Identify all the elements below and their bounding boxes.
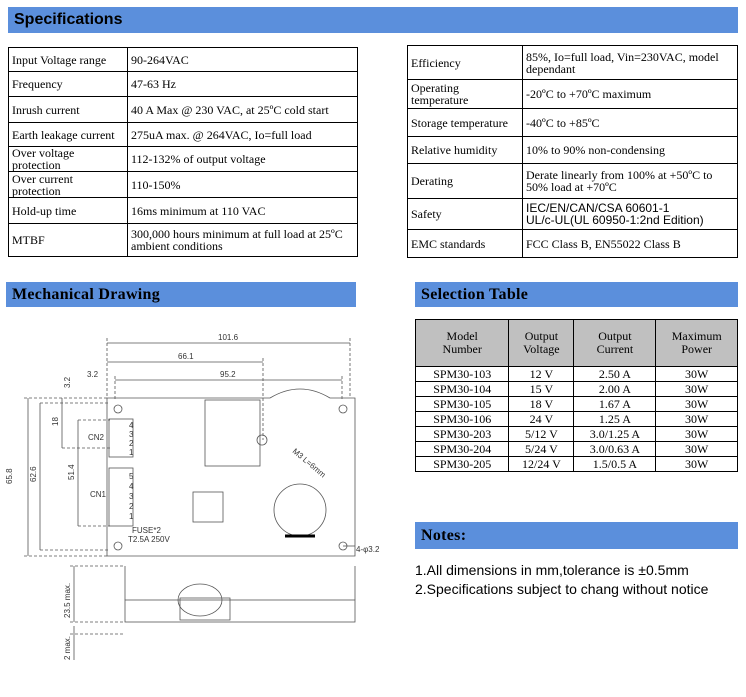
selection-heading (415, 282, 738, 307)
spec-row (408, 230, 738, 258)
specifications-heading (8, 7, 738, 33)
spec-row (408, 199, 738, 230)
table-cell: 2.50 A (574, 367, 656, 382)
spec-value: -40ºC to +85ºC (523, 109, 738, 137)
header-line: Voltage (523, 342, 560, 356)
table-cell: 30W (656, 382, 738, 397)
spec-label: Safety (408, 199, 523, 230)
pin-label: 1 (129, 512, 134, 521)
table-cell: 30W (656, 427, 738, 442)
spec-row (9, 123, 358, 147)
table-cell: 24 V (509, 412, 574, 427)
table-cell: SPM30-103 (416, 367, 509, 382)
spec-label: Earth leakage current (9, 123, 128, 147)
spec-value (523, 199, 738, 230)
spec-label: Inrush current (9, 97, 128, 123)
selection-header-cell (656, 320, 738, 367)
table-cell: 12/24 V (509, 457, 574, 472)
spec-value: 275uA max. @ 264VAC, Io=full load (128, 123, 358, 147)
pin-label: 2 (129, 502, 134, 511)
mechanical-heading (6, 282, 356, 307)
table-cell: 15 V (509, 382, 574, 397)
table-cell: 5/24 V (509, 442, 574, 457)
table-cell: SPM30-105 (416, 397, 509, 412)
dim-3-2-top: 3.2 (87, 370, 99, 379)
spec-row (9, 72, 358, 97)
selection-title: Selection Table (421, 285, 529, 303)
dim-66-1: 66.1 (178, 352, 194, 361)
holes-label: 4-φ3.2 (356, 545, 380, 554)
spec-value: 110-150% (128, 172, 358, 198)
table-cell: SPM30-203 (416, 427, 509, 442)
table-cell: 30W (656, 442, 738, 457)
spec-row (408, 164, 738, 199)
pin-label: 4 (129, 421, 134, 430)
table-cell: 30W (656, 412, 738, 427)
spec-value: 40 A Max @ 230 VAC, at 25ºC cold start (128, 97, 358, 123)
spec-value-line: IEC/EN/CAN/CSA 60601-1 (526, 201, 670, 215)
spec-table-left (8, 47, 358, 257)
cn2-label: CN2 (88, 433, 105, 442)
dim-23-5: 23.5 max. (63, 582, 72, 618)
spec-row (408, 137, 738, 164)
spec-value: Derate linearly from 100% at +50ºC to 50% load at +70ºC (523, 164, 738, 199)
table-cell: 1.25 A (574, 412, 656, 427)
table-cell: SPM30-104 (416, 382, 509, 397)
table-cell: 18 V (509, 397, 574, 412)
pin-label: 5 (129, 472, 134, 481)
spec-label: EMC standards (408, 230, 523, 258)
spec-value: 300,000 hours minimum at full load at 25ºC ambient conditions (128, 224, 358, 257)
notes-heading (415, 522, 738, 549)
fuse-label: FUSE*2 (132, 526, 161, 535)
spec-label: Relative humidity (408, 137, 523, 164)
header-line: Number (442, 342, 482, 356)
spec-row (408, 80, 738, 109)
table-cell: 30W (656, 397, 738, 412)
spec-label: Over voltage protection (9, 147, 128, 172)
notes-list (415, 561, 708, 599)
spec-label: Efficiency (408, 46, 523, 80)
table-row (416, 457, 738, 472)
table-cell: 1.67 A (574, 397, 656, 412)
spec-row (9, 147, 358, 172)
table-row (416, 442, 738, 457)
table-row (416, 427, 738, 442)
table-row (416, 367, 738, 382)
dim-2: 2 max. (63, 635, 72, 660)
spec-row (9, 97, 358, 123)
spec-value: 112-132% of output voltage (128, 147, 358, 172)
mechanical-drawing (0, 317, 400, 697)
table-row (416, 412, 738, 427)
header-line: Maximum (671, 329, 722, 343)
spec-row (408, 46, 738, 80)
spec-value-line: UL/c-UL(UL 60950-1:2nd Edition) (526, 213, 704, 227)
spec-label: Hold-up time (9, 198, 128, 224)
spec-row (9, 224, 358, 257)
pin-label: 4 (129, 482, 134, 491)
spec-label: Input Voltage range (9, 48, 128, 72)
dim-101-6: 101.6 (218, 333, 239, 342)
dim-18: 18 (51, 417, 60, 426)
pin-label: 1 (129, 448, 134, 457)
table-cell: SPM30-204 (416, 442, 509, 457)
spec-label: MTBF (9, 224, 128, 257)
table-cell: SPM30-106 (416, 412, 509, 427)
spec-label: Frequency (9, 72, 128, 97)
spec-value: 16ms minimum at 110 VAC (128, 198, 358, 224)
dim-95-2: 95.2 (220, 370, 236, 379)
table-row (416, 382, 738, 397)
selection-header-cell (574, 320, 656, 367)
pin-label: 3 (129, 430, 134, 439)
table-cell: 3.0/1.25 A (574, 427, 656, 442)
spec-row (9, 48, 358, 72)
dim-3-2-left: 3.2 (63, 376, 72, 388)
spec-value: FCC Class B, EN55022 Class B (523, 230, 738, 258)
spec-value: 85%, Io=full load, Vin=230VAC, model dependant (523, 46, 738, 80)
spec-label: Over current protection (9, 172, 128, 198)
selection-header-row (416, 320, 738, 367)
cn1-label: CN1 (90, 490, 107, 499)
spec-table-right (407, 45, 738, 258)
spec-row (408, 109, 738, 137)
spec-value: 10% to 90% non-condensing (523, 137, 738, 164)
selection-table (415, 319, 738, 472)
table-cell: 30W (656, 367, 738, 382)
header-line: Power (681, 342, 713, 356)
pin-label: 2 (129, 439, 134, 448)
table-cell: 12 V (509, 367, 574, 382)
note-item: 2.Specifications subject to chang without notice (415, 581, 709, 597)
table-cell: 2.00 A (574, 382, 656, 397)
note-item: 1.All dimensions in mm,tolerance is ±0.5mm (415, 562, 689, 578)
notes-title: Notes: (421, 526, 467, 544)
table-cell: 1.5/0.5 A (574, 457, 656, 472)
spec-label: Derating (408, 164, 523, 199)
mechanical-title: Mechanical Drawing (12, 285, 161, 303)
specifications-title: Specifications (14, 11, 123, 28)
cn1-pins (129, 472, 134, 521)
table-cell: 5/12 V (509, 427, 574, 442)
dim-65-8: 65.8 (5, 468, 14, 484)
header-line: Current (596, 342, 634, 356)
spec-label: Storage temperature (408, 109, 523, 137)
screw-label: M3 L=6mm (290, 446, 328, 480)
header-line: Output (524, 329, 559, 343)
spec-value: 90-264VAC (128, 48, 358, 72)
table-cell: 3.0/0.63 A (574, 442, 656, 457)
dim-51-4: 51.4 (67, 464, 76, 480)
table-row (416, 397, 738, 412)
selection-header-cell (416, 320, 509, 367)
fuse-rating: T2.5A 250V (128, 535, 170, 544)
table-cell: 30W (656, 457, 738, 472)
dim-62-6: 62.6 (29, 466, 38, 482)
table-cell: SPM30-205 (416, 457, 509, 472)
header-line: Output (598, 329, 632, 343)
spec-row (9, 172, 358, 198)
spec-value: 47-63 Hz (128, 72, 358, 97)
spec-row (9, 198, 358, 224)
cn2-pins (129, 421, 134, 457)
header-line: Model (446, 329, 478, 343)
pin-label: 3 (129, 492, 134, 501)
spec-value: -20ºC to +70ºC maximum (523, 80, 738, 109)
selection-header-cell (509, 320, 574, 367)
spec-label: Operating temperature (408, 80, 523, 109)
